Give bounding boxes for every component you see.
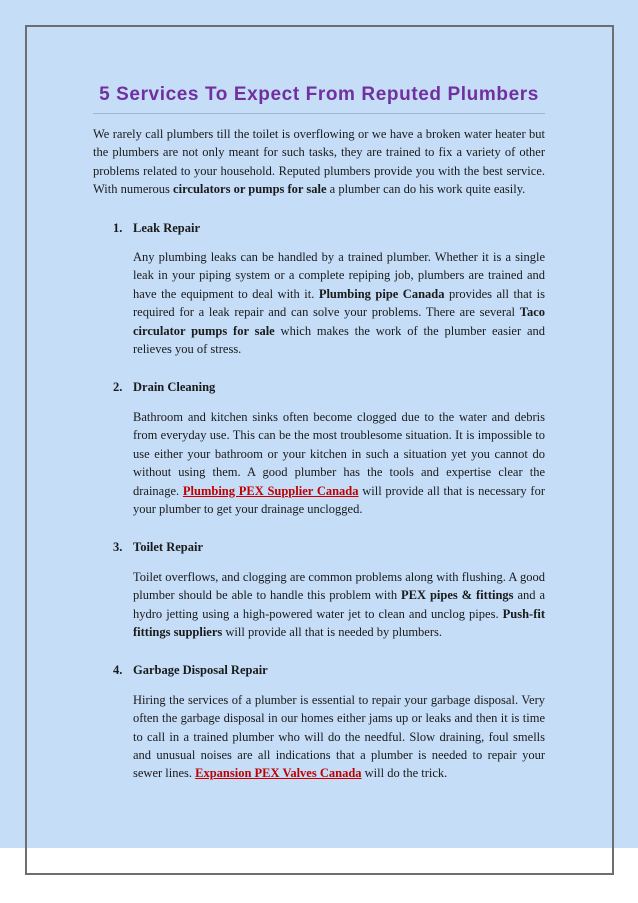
item-text: which makes the work of the plumber easier and relieves you of stress. — [133, 323, 545, 357]
item-body — [133, 248, 545, 358]
item-body — [133, 568, 545, 642]
item-body — [133, 691, 545, 783]
item-text: will do the trick. — [361, 766, 448, 781]
item-bold: PEX pipes & fittings — [401, 588, 514, 603]
item-number: 2. — [113, 380, 123, 395]
page-title: 5 Services To Expect From Reputed Plumbers — [99, 84, 539, 105]
plumbing-pex-supplier-link[interactable]: Plumbing PEX Supplier Canada — [182, 483, 359, 498]
item-number: 4. — [113, 663, 123, 678]
intro-text-2: a plumber can do his work quite easily. — [326, 182, 526, 197]
item-title: Drain Cleaning — [133, 380, 216, 395]
expansion-pex-valves-link[interactable]: Expansion PEX Valves Canada — [195, 766, 362, 781]
item-text: Toilet overflows, and clogging are common problems along with flushing. A good plumber should be able to handle this problem with — [133, 569, 545, 603]
item-text: Any plumbing leaks can be handled by a trained plumber. Whether it is a single leak in your piping system or a complete repiping job, plumbers are trained and have the equipment to deal with it. — [133, 250, 545, 301]
item-title: Leak Repair — [133, 220, 201, 235]
item-text: and a hydro jetting using a high-powered water jet to clean and unclog pipes. — [133, 588, 545, 621]
intro-bold-1: circulators or pumps for sale — [173, 182, 327, 197]
item-text: will provide all that is needed by plumbers. — [222, 624, 443, 639]
item-title: Toilet Repair — [133, 540, 204, 555]
list-item-garbage-disposal-repair — [93, 661, 545, 782]
intro-text-1: We rarely call plumbers till the toilet is overflowing or we have a broken water heater but the plumbers are not only meant for such tasks, they are trained to fix a variety of other problems related to your household. Reputed plumbers provide you with the best service. With numerous — [93, 127, 545, 197]
title-divider — [93, 113, 545, 114]
list-item-drain-cleaning — [93, 378, 545, 518]
item-text: Bathroom and kitchen sinks often become clogged due to the water and debris from everyday use. This can be the most troublesome situation. It is impossible to use either your bathroom or your kitchen in such a situation yet you cannot do without using them. A good plumber has the tools and expertise clear the drainage. — [133, 409, 545, 498]
item-text: provides all that is required for a leak repair and can solve your problems. There are several — [133, 286, 546, 320]
item-text: will provide all that is necessary for your plumber to get your drainage unclogged. — [133, 483, 545, 516]
item-bold: Taco circulator pumps for sale — [133, 305, 545, 338]
document-content — [93, 80, 545, 803]
list-item-toilet-repair — [93, 538, 545, 641]
services-list — [93, 219, 545, 783]
item-number: 3. — [113, 540, 123, 555]
item-bold: Push-fit fittings suppliers — [133, 606, 545, 639]
item-body — [133, 408, 545, 518]
item-bold: Plumbing pipe Canada — [318, 286, 445, 301]
item-title: Garbage Disposal Repair — [133, 663, 268, 678]
list-item-leak-repair — [93, 219, 545, 359]
item-number: 1. — [113, 220, 123, 235]
item-text: Hiring the services of a plumber is essential to repair your garbage disposal. Very often the garbage disposal in our homes either jams up or leaks and then it is time to call in a trained plumber who will do the needful. Slow draining, foul smells and unusual noises are all indications that a plumber is needed to repair your sewer lines. — [133, 692, 545, 781]
intro-paragraph — [93, 125, 545, 199]
